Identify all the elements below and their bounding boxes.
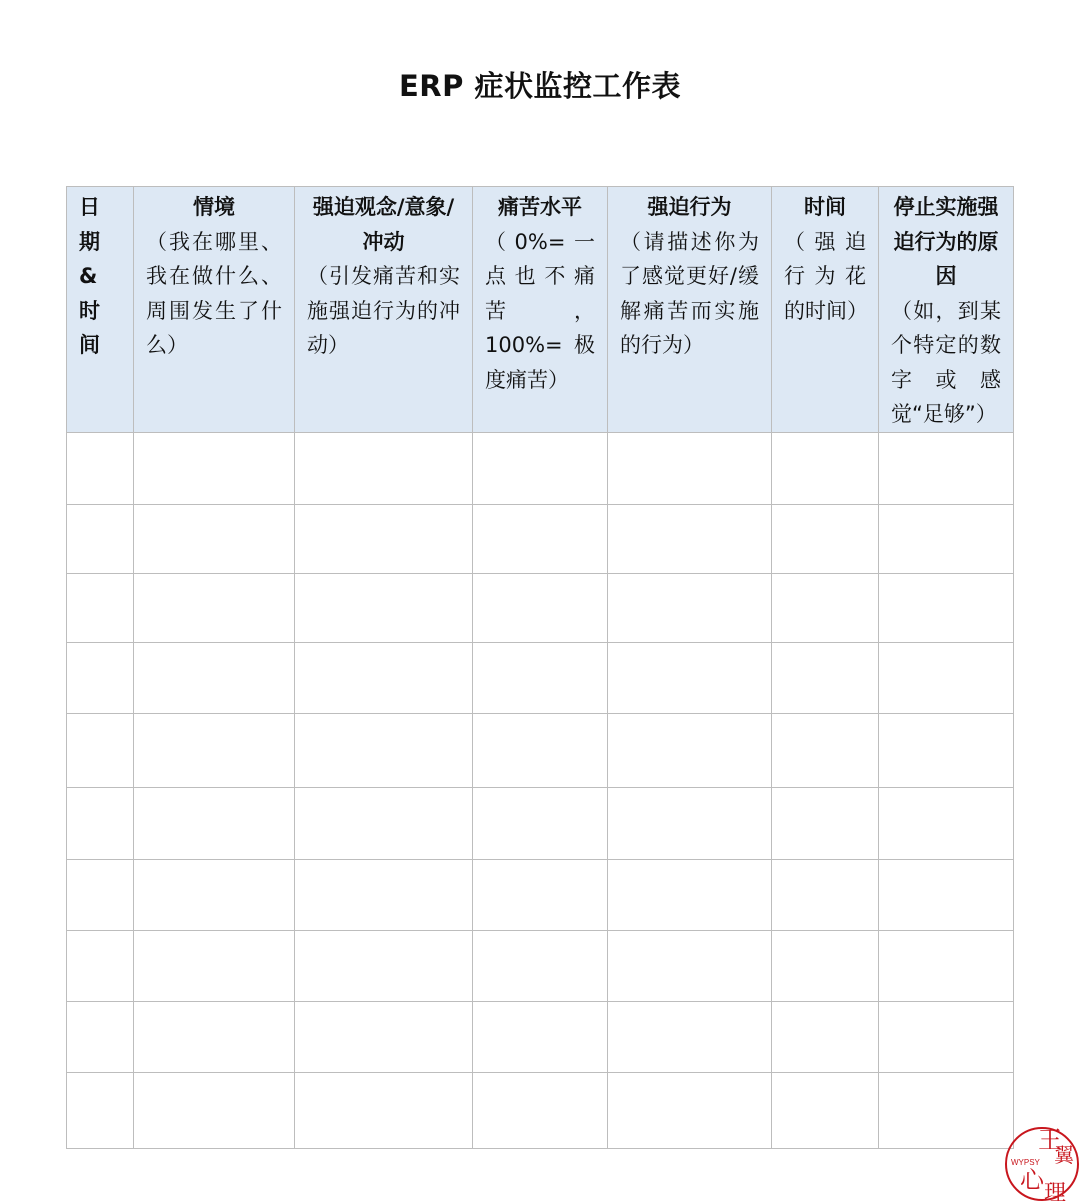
- table-row: [67, 573, 1014, 642]
- table-cell[interactable]: [67, 1072, 134, 1148]
- table-cell[interactable]: [67, 930, 134, 1001]
- header-stop-reason: [879, 187, 1014, 433]
- table-cell[interactable]: [772, 859, 879, 930]
- header-title: 情境: [193, 195, 235, 219]
- table-cell[interactable]: [879, 1072, 1014, 1148]
- table-cell[interactable]: [473, 1072, 608, 1148]
- table-cell[interactable]: [67, 432, 134, 504]
- header-desc: （如，到某个特定的数字或感觉“足够”）: [891, 298, 1001, 426]
- table-cell[interactable]: [473, 859, 608, 930]
- table-cell[interactable]: [67, 1001, 134, 1072]
- table-cell[interactable]: [67, 642, 134, 713]
- table-cell[interactable]: [134, 1072, 295, 1148]
- table-cell[interactable]: [134, 787, 295, 859]
- table-cell[interactable]: [608, 642, 772, 713]
- header-title: 痛苦水平: [498, 195, 582, 219]
- table-cell[interactable]: [134, 930, 295, 1001]
- table-cell[interactable]: [295, 713, 473, 787]
- table-cell[interactable]: [608, 1072, 772, 1148]
- table-row: [67, 1001, 1014, 1072]
- table-cell[interactable]: [473, 787, 608, 859]
- table-cell[interactable]: [608, 930, 772, 1001]
- table-row: [67, 713, 1014, 787]
- header-char: 时: [79, 298, 100, 323]
- table-row: [67, 432, 1014, 504]
- table-cell[interactable]: [295, 504, 473, 573]
- table-cell[interactable]: [772, 787, 879, 859]
- table-cell[interactable]: [608, 504, 772, 573]
- page-title: ERP 症状监控工作表: [399, 69, 681, 103]
- header-desc: （强迫行为花的时间）: [784, 229, 868, 323]
- table-cell[interactable]: [295, 1001, 473, 1072]
- table-cell[interactable]: [473, 713, 608, 787]
- table-cell[interactable]: [879, 713, 1014, 787]
- table-cell[interactable]: [295, 859, 473, 930]
- table-cell[interactable]: [608, 787, 772, 859]
- table-cell[interactable]: [879, 573, 1014, 642]
- table-row: [67, 504, 1014, 573]
- header-situation: [134, 187, 295, 433]
- table-cell[interactable]: [608, 713, 772, 787]
- header-title: 强迫观念/意象/冲动: [312, 195, 455, 254]
- svg-text:王: 王: [1038, 1126, 1062, 1154]
- table-cell[interactable]: [473, 642, 608, 713]
- header-time: [772, 187, 879, 433]
- header-char: 日: [79, 195, 100, 219]
- table-cell[interactable]: [134, 573, 295, 642]
- table-cell[interactable]: [295, 1072, 473, 1148]
- symptom-worksheet-table: [66, 186, 1014, 1149]
- table-cell[interactable]: [473, 504, 608, 573]
- table-cell[interactable]: [772, 504, 879, 573]
- table-row: [67, 859, 1014, 930]
- table-cell[interactable]: [134, 432, 295, 504]
- table-cell[interactable]: [473, 1001, 608, 1072]
- table-cell[interactable]: [295, 573, 473, 642]
- table-cell[interactable]: [134, 1001, 295, 1072]
- table-cell[interactable]: [473, 573, 608, 642]
- header-char: 期: [79, 229, 100, 254]
- svg-text:翼: 翼: [1054, 1143, 1074, 1167]
- table-cell[interactable]: [879, 432, 1014, 504]
- table-cell[interactable]: [772, 930, 879, 1001]
- table-row: [67, 930, 1014, 1001]
- table-cell[interactable]: [772, 573, 879, 642]
- wypsy-logo: [1002, 1118, 1080, 1204]
- table-cell[interactable]: [67, 859, 134, 930]
- svg-text:心: 心: [1020, 1166, 1044, 1194]
- header-obsession: [295, 187, 473, 433]
- table-cell[interactable]: [608, 432, 772, 504]
- table-cell[interactable]: [879, 504, 1014, 573]
- table-cell[interactable]: [608, 859, 772, 930]
- table-cell[interactable]: [67, 573, 134, 642]
- table-cell[interactable]: [134, 642, 295, 713]
- header-desc: （引发痛苦和实施强迫行为的冲动）: [307, 264, 460, 357]
- header-title: 停止实施强迫行为的原因: [893, 195, 999, 288]
- table-cell[interactable]: [772, 1001, 879, 1072]
- header-title: 时间: [804, 195, 846, 219]
- header-date-time: [67, 187, 134, 433]
- table-cell[interactable]: [67, 713, 134, 787]
- table-cell[interactable]: [879, 859, 1014, 930]
- table-cell[interactable]: [473, 930, 608, 1001]
- table-cell[interactable]: [879, 787, 1014, 859]
- table-cell[interactable]: [879, 642, 1014, 713]
- header-row: [67, 187, 1014, 433]
- table-cell[interactable]: [772, 642, 879, 713]
- header-distress: [473, 187, 608, 433]
- table-cell[interactable]: [134, 713, 295, 787]
- header-desc: （请描述你为了感觉更好/缓解痛苦而实施的行为）: [620, 229, 759, 357]
- table-cell[interactable]: [295, 930, 473, 1001]
- table-cell[interactable]: [134, 859, 295, 930]
- table-cell[interactable]: [608, 1001, 772, 1072]
- header-compulsion: [608, 187, 772, 433]
- header-desc: （0%=一点也不痛苦，100%=极度痛苦）: [485, 229, 595, 392]
- table-cell[interactable]: [295, 787, 473, 859]
- svg-text:WYPSY: WYPSY: [1011, 1158, 1040, 1167]
- table-cell[interactable]: [879, 930, 1014, 1001]
- table-cell[interactable]: [608, 573, 772, 642]
- header-char: 间: [79, 333, 100, 357]
- header-desc: （我在哪里、我在做什么、周围发生了什么）: [146, 229, 282, 357]
- table-row: [67, 787, 1014, 859]
- table-cell[interactable]: [134, 504, 295, 573]
- svg-text:理: 理: [1044, 1181, 1067, 1204]
- table-cell[interactable]: [67, 787, 134, 859]
- header-title: 强迫行为: [647, 195, 732, 219]
- header-char: &: [79, 264, 98, 288]
- table-cell[interactable]: [772, 713, 879, 787]
- table-cell[interactable]: [473, 432, 608, 504]
- table-cell[interactable]: [295, 642, 473, 713]
- table-row: [67, 642, 1014, 713]
- table-cell[interactable]: [879, 1001, 1014, 1072]
- table-cell[interactable]: [67, 504, 134, 573]
- table-cell[interactable]: [772, 432, 879, 504]
- table-row: [67, 1072, 1014, 1148]
- table-cell[interactable]: [772, 1072, 879, 1148]
- table-cell[interactable]: [295, 432, 473, 504]
